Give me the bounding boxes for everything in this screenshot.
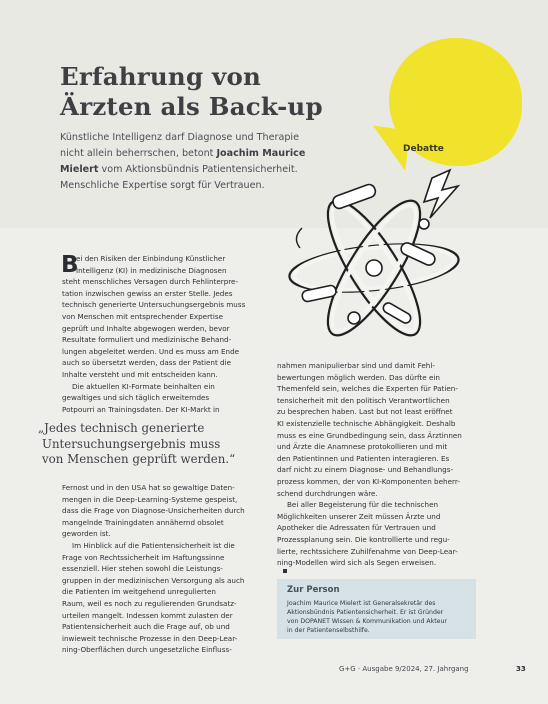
drop-cap: B [61, 252, 79, 278]
pull-quote [38, 421, 235, 468]
body-line: nahmen manipulierbar sind und damit Fehl- [277, 361, 435, 370]
body-line: steht menschliches Versagen durch Fehlinterpre- [62, 277, 239, 287]
body-line: gewaltiges und sich täglich erweiterndes [62, 393, 210, 403]
body-line: Frage von Rechtssicherheit im Haftungssinne [62, 552, 225, 562]
body-line: von Menschen mit entsprechender Expertise [62, 311, 224, 321]
end-mark-icon [283, 569, 287, 573]
body-column-2 [277, 360, 487, 573]
quote-line: von Menschen geprüft werden.“ [42, 452, 236, 466]
author-name: Joachim Maurice [216, 148, 306, 159]
body-line: Intelligenz (KI) in medizinische Diagnosen [76, 265, 227, 275]
atom-capsule-illustration [282, 168, 472, 358]
body-line: darf nicht zu einem Diagnose- und Behandlungs- [277, 465, 454, 475]
lead-text: vom Aktionsbündnis Patientensicherheit. [101, 164, 298, 175]
body-line: und Ärzte die Anamnese protokollieren und mit [277, 442, 448, 452]
body-line: Resultate formuliert und medizinische Behand- [62, 335, 232, 345]
body-line: lungen abgeleitet werden. Und es muss am Ende [62, 346, 240, 356]
title-line: Erfahrung von [60, 62, 261, 91]
body-column-3 [62, 482, 272, 656]
body-line: mangelnde Trainingdaten annähernd obsolet [62, 517, 224, 527]
body-line: Möglichkeiten unserer Zeit müssen Ärzte und [277, 511, 441, 521]
title-line: Ärzten als Back-up [60, 92, 323, 121]
body-line: Raum, weil es noch zu regulierenden Grundsatz- [62, 598, 237, 608]
body-line: geworden ist. [62, 529, 111, 539]
quote-line: Untersuchungsergebnis muss [42, 436, 221, 451]
body-line: bewertungen möglich werden. Das dürfte ein [277, 372, 440, 382]
body-line: inwieweit technische Prozesse in den Deep-Lear- [62, 633, 238, 643]
info-box-text [287, 599, 447, 635]
article-title [60, 62, 323, 122]
lead-text: Künstliche Intelligenz darf Diagnose und Therapie [60, 132, 299, 143]
body-line: lierte, rechtssichere Zuhilfenahme von Deep-Lear- [277, 546, 458, 556]
body-line: Fernost und in den USA hat so gewaltige Daten- [62, 483, 235, 492]
body-line: Bei aller Begeisterung für die technischen [287, 500, 439, 510]
body-line: Potpourri an Trainingsdaten. Der KI-Markt in [62, 404, 220, 414]
body-line: Patientensicherheit auch die Frage auf, ob und [62, 622, 230, 632]
info-line: Aktionsbündnis Patientensicherheit. Er ist Gründer [287, 609, 444, 616]
body-line: schend durchdrungen wäre. [277, 488, 378, 498]
body-line: Themenfeld sein, welches die Experten für Patien- [277, 384, 458, 394]
body-line: Apotheker die Adressaten für Vertrauen und [277, 523, 436, 533]
body-line: Inhalte versteht und mit entscheiden kann. [62, 369, 218, 379]
body-line: ning-Oberflächen durch ungesetzliche Einfluss- [62, 645, 232, 655]
body-line: die Patienten im weitgehend unregulierten [62, 587, 216, 597]
body-line: geprüft und Inhalte abgewogen werden, bevor [62, 323, 230, 333]
body-line: mengen in die Deep-Learning-Systeme gespeist, [62, 494, 238, 504]
body-line: muss es eine Grundbedingung sein, dass Ärztinnen [277, 430, 462, 440]
body-line: Die aktuellen KI-Formate beinhalten ein [72, 381, 215, 391]
body-line: Im Hinblick auf die Patientensicherheit ist die [72, 540, 235, 550]
body-line: den Patientinnen und Patienten interagieren. Es [277, 453, 450, 463]
quote-line: „Jedes technisch generierte [38, 421, 205, 435]
body-line: tation inzwischen gewiss an erster Stelle. Jedes [62, 288, 233, 298]
info-box-heading: Zur Person [287, 585, 340, 595]
body-line: urteilen mangelt. Indessen kommt zulasten der [62, 610, 233, 620]
body-line: gruppen in der medizinischen Versorgung als auch [62, 575, 245, 585]
body-line: dass die Frage von Diagnose-Unsicherheiten durch [62, 506, 245, 516]
lead-text: Menschliche Expertise sorgt für Vertrauen. [60, 180, 265, 191]
page-number: 33 [516, 665, 526, 673]
body-line: technisch generierte Untersuchungsergebnis muss [62, 300, 246, 310]
info-line: Joachim Maurice Mielert ist Generalsekretär des [287, 600, 436, 607]
section-badge: Debatte [403, 144, 444, 154]
body-line: essenziell. Hier stehen sowohl die Leistungs- [62, 564, 223, 574]
page-footer: G+G · Ausgabe 9/2024, 27. Jahrgang [339, 665, 469, 673]
author-name: Mielert [60, 164, 99, 175]
author-info-box [277, 579, 476, 639]
body-line: ning-Modellen wird sich als Segen erweisen. [277, 558, 437, 568]
info-line: in der Patientenselbsthilfe. [287, 627, 370, 634]
body-line: zu besprechen haben. Last but not least eröffnet [277, 407, 453, 417]
info-line: von DOPANET Wissen & Kommunikation und Akteur [287, 618, 447, 625]
body-line: Prozessplanung sein. Die kontrollierte und regu- [277, 534, 450, 544]
body-line: prozess kommen, der von KI-Komponenten beherr- [277, 476, 460, 486]
body-line: tensicherheit mit den politisch Verantwortlichen [277, 395, 450, 405]
body-line: auch so übersetzt werden, dass der Patient die [62, 358, 232, 368]
lead-text: nicht allein beherrschen, betont [60, 148, 214, 159]
body-line: ei den Risiken der Einbindung Künstlicher [76, 254, 226, 263]
body-column-1 [62, 253, 272, 415]
body-line: KI existenzielle technische Abhängigkeit. Deshalb [277, 418, 456, 428]
